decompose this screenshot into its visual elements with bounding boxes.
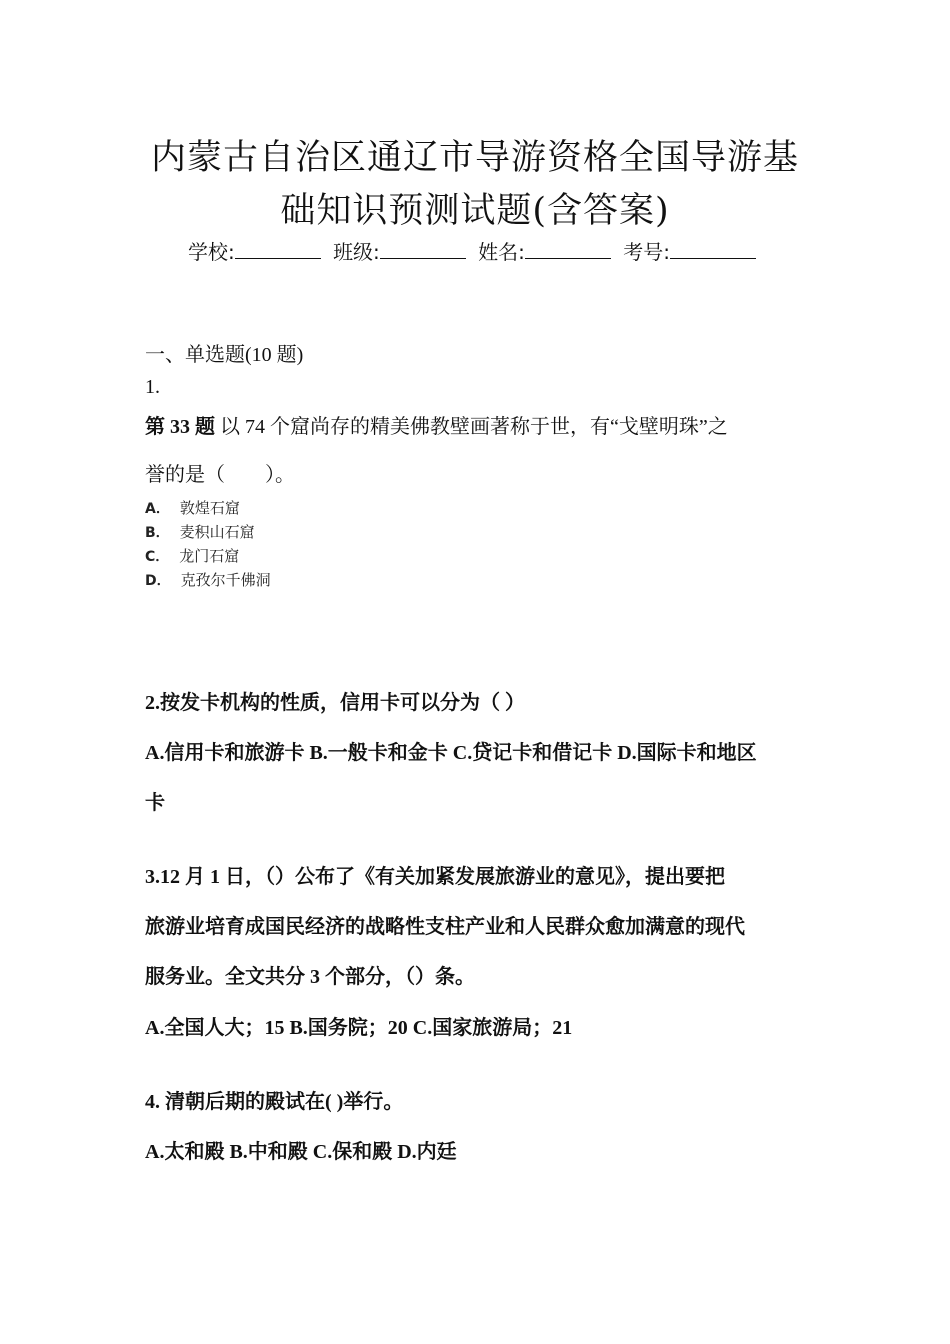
question-1-number: 1. <box>145 376 160 398</box>
question-3-stem-line1: 3.12 月 1 日，（）公布了《有关加紧发展旅游业的意见》，提出要把 <box>145 866 725 888</box>
question-2-options-line2: 卡 <box>145 792 165 814</box>
class-label: 班级: <box>333 240 380 264</box>
question-1-option-c <box>145 545 239 566</box>
option-key: B． <box>145 525 170 541</box>
option-key: C． <box>145 549 170 565</box>
question-1-stem-text: 以 74 个窟尚存的精美佛教壁画著称于世，有“戈壁明珠”之 <box>215 416 728 438</box>
student-info-row <box>0 236 950 265</box>
option-key: A． <box>145 501 170 517</box>
question-1-option-a <box>145 497 240 518</box>
question-4-options: A.太和殿 B.中和殿 C.保和殿 D.内廷 <box>145 1141 457 1163</box>
question-2-stem: 2.按发卡机构的性质，信用卡可以分为（ ） <box>145 692 525 714</box>
question-1-option-b <box>145 521 255 542</box>
question-1-stem-line1 <box>145 410 728 439</box>
option-text: 龙门石窟 <box>179 549 240 565</box>
question-1-option-d <box>145 569 271 590</box>
option-key: D． <box>145 573 171 589</box>
school-blank <box>235 242 321 259</box>
question-3-stem-line2: 旅游业培育成国民经济的战略性支柱产业和人民群众愈加满意的现代 <box>145 916 745 938</box>
school-label: 学校: <box>187 240 235 264</box>
option-text: 敦煌石窟 <box>179 501 240 517</box>
question-1-stem-line2: 誉的是（ ）。 <box>145 464 295 486</box>
option-text: 麦积山石窟 <box>179 525 255 541</box>
name-label: 姓名: <box>478 240 525 264</box>
question-1-prefix: 第 33 题 <box>145 416 215 438</box>
exam-number-label: 考号: <box>623 240 671 264</box>
class-blank <box>380 242 466 259</box>
section-heading: 一、单选题(10 题) <box>145 344 304 366</box>
document-title-line2: 础知识预测试题(含答案) <box>280 191 670 231</box>
question-2-options-line1: A.信用卡和旅游卡 B.一般卡和金卡 C.贷记卡和借记卡 D.国际卡和地区 <box>145 742 757 764</box>
document-title-line1: 内蒙古自治区通辽市导游资格全国导游基 <box>150 138 799 178</box>
question-3-stem-line3: 服务业。全文共分 3 个部分，（）条。 <box>145 966 475 988</box>
name-blank <box>525 242 611 259</box>
question-4-stem: 4. 清朝后期的殿试在( )举行。 <box>145 1091 404 1113</box>
option-text: 克孜尔千佛洞 <box>180 573 271 589</box>
question-3-options: A.全国人大；15 B.国务院；20 C.国家旅游局；21 <box>145 1017 573 1039</box>
exam-number-blank <box>670 242 756 259</box>
